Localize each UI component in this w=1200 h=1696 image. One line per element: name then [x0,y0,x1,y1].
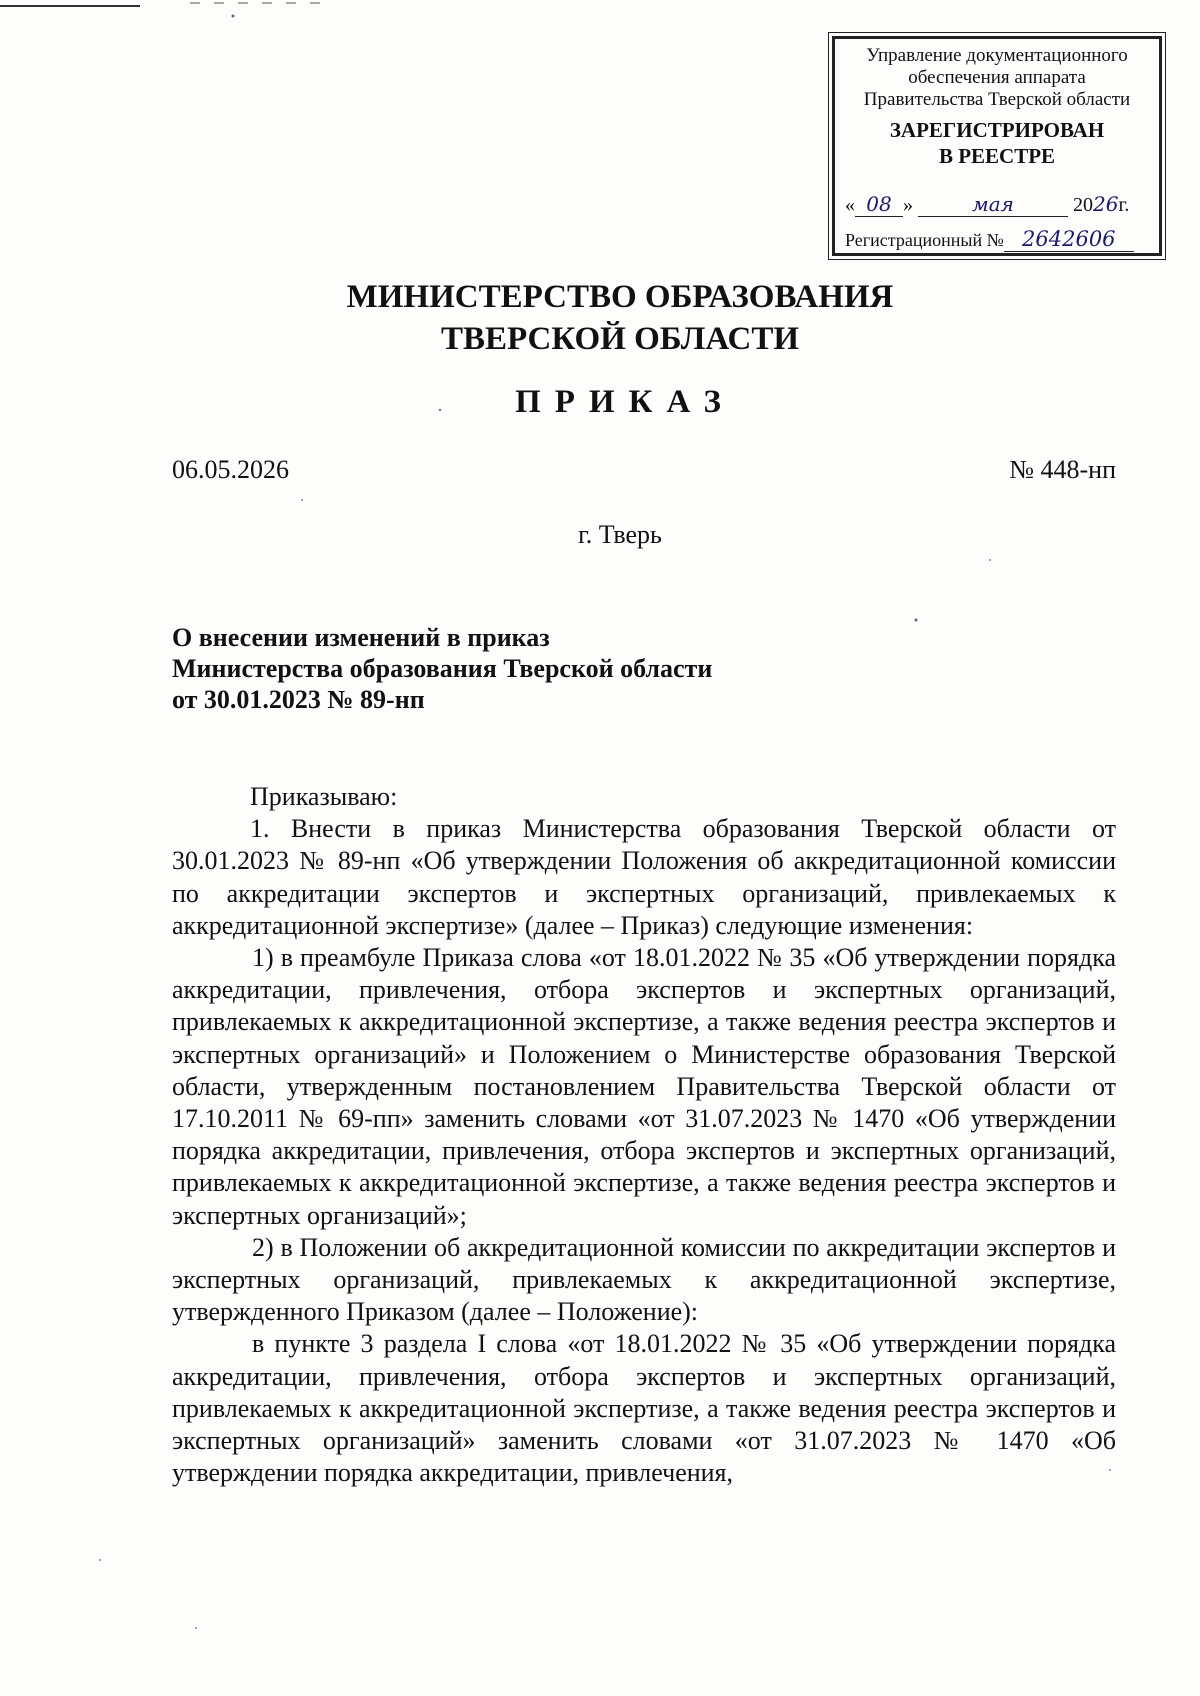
stamp-dept-line: Правительства Тверской области [863,89,1131,110]
stamp-reg-number: 2642606 [1004,227,1134,252]
document-type: ПРИКАЗ [515,384,735,420]
document-body [172,781,1116,1489]
body-paragraph: 1) в преамбуле Приказа слова «от 18.01.2022 № 35 «Об утверждении порядка аккредитации, привлечения, отбора экспертов и экспертных организаций, привлекаемых к аккредитационной экспертизе, а также ведения реестра экспертов и экспертных организаций» и Положением о Министерстве образования Тверской области, утвержденным постановлением Правительства Тверской области от 17.10.2011 № 69-пп» заменить словами «от 31.07.2023 № 1470 «Об утверждении порядка аккредитации, привлечения, отбора экспертов и экспертных организаций, привлекаемых к аккредитационной экспертизе, а также ведения реестра экспертов и экспертных организаций»; [172,943,1116,1230]
document-city: г. Тверь [578,520,662,549]
stamp-registered-line: В РЕЕСТРЕ [938,144,1056,168]
stamp-dept-line: Управление документационного [866,45,1128,66]
stamp-year-prefix: 20 [1073,194,1093,216]
ministry-name [0,276,1200,360]
subject-line: от 30.01.2023 № 89-нп [172,685,425,714]
stamp-year-g: г. [1118,194,1130,216]
body-paragraph: 1. Внести в приказ Министерства образования Тверской области от 30.01.2023 № 89-нп «Об утверждении Положения об аккредитационной комиссии по аккредитации экспертов и экспертных организаций, привлекаемых к аккредитационной экспертизе» (далее – Приказ) следующие изменения: [172,814,1116,940]
stamp-registered [835,117,1159,169]
stamp-number-line [845,227,1155,252]
document-date: 06.05.2026 [172,455,289,484]
stamp-reg-label: Регистрационный № [845,230,1004,250]
ministry-line: ТВЕРСКОЙ ОБЛАСТИ [440,321,800,357]
stamp-year-suffix: 26 [1093,192,1119,216]
stamp-day: 08 [855,192,903,217]
stamp-registered-line: ЗАРЕГИСТРИРОВАН [889,118,1105,142]
stamp-month: мая [918,192,1068,217]
document-subject [172,622,712,715]
stamp-dept-line: обеспечения аппарата [908,67,1086,88]
stamp-department [835,45,1159,111]
body-paragraph: 2) в Положении об аккредитационной комиссии по аккредитации экспертов и экспертных организаций, привлекаемых к аккредитационной экспертизе, утвержденного Приказом (далее – Положение): [172,1232,1116,1327]
stamp-quote-open: « [845,194,855,216]
ministry-line: МИНИСТЕРСТВО ОБРАЗОВАНИЯ [346,279,894,315]
subject-line: О внесении изменений в приказ [172,623,550,652]
body-paragraph: в пункте 3 раздела I слова «от 18.01.2022 № 35 «Об утверждении порядка аккредитации, привлечения, отбора экспертов и экспертных организаций, привлекаемых к аккредитационной экспертизе, а также ведения реестра экспертов и экспертных организаций» заменить словами «от 31.07.2023 № 1470 «Об утверждении порядка аккредитации, привлечения, [172,1329,1116,1488]
stamp-date-line [845,192,1155,217]
body-paragraph: Приказываю: [250,782,398,811]
document-number: № 448-нп [1009,455,1116,484]
subject-line: Министерства образования Тверской области [172,654,713,683]
stamp-quote-close: » [903,194,913,216]
registration-stamp [832,36,1162,256]
